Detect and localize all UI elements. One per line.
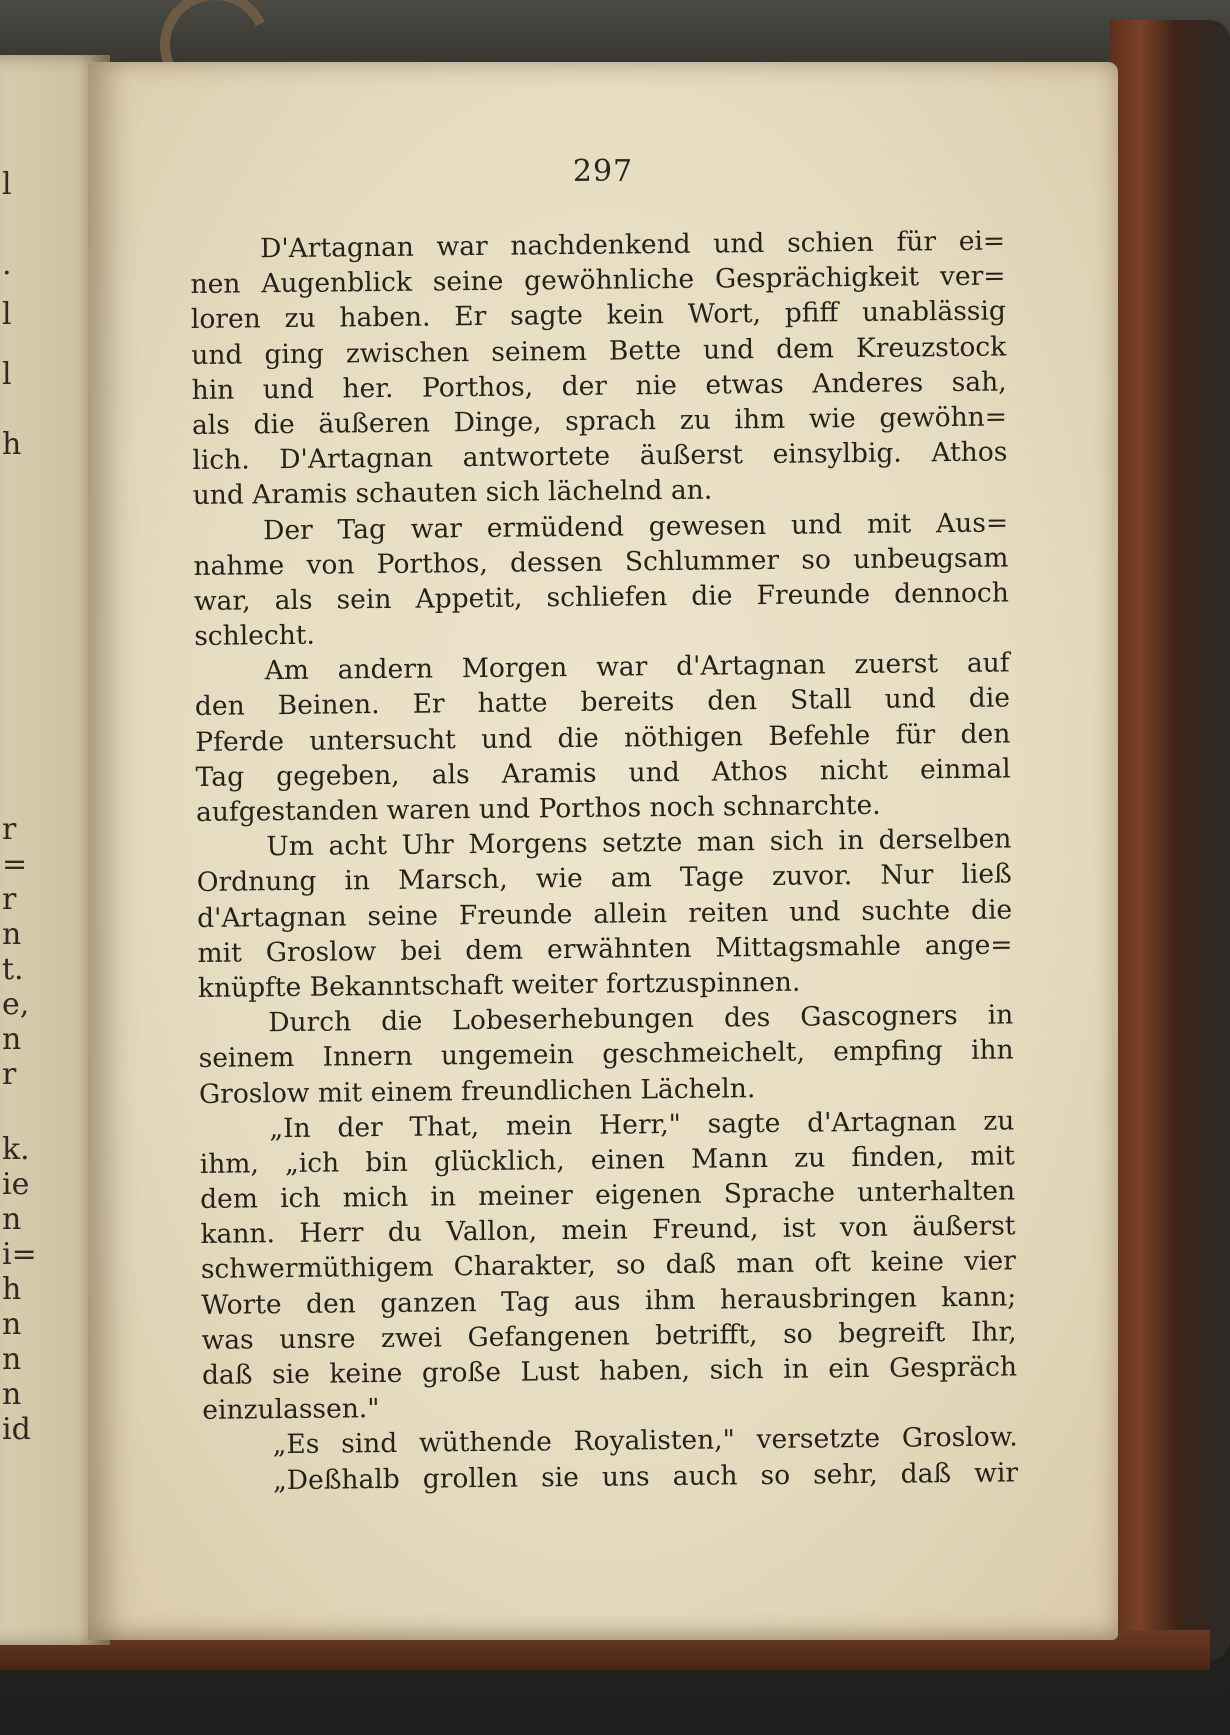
left-page-letter: k. xyxy=(2,1132,30,1167)
left-page-letter: ie xyxy=(2,1167,30,1202)
text-line: Der Tag war ermüdend gewesen und mit Aus= xyxy=(262,506,1009,546)
text-line: knüpfte Bekanntschaft weiter fortzuspinnen. xyxy=(197,966,801,1004)
left-page-letter: n xyxy=(2,1307,22,1342)
text-line: loren zu haben. Er sagte kein Wort, pfiff unablässig xyxy=(190,295,1007,336)
text-line: kann. Herr du Vallon, mein Freund, ist von äußerst xyxy=(200,1210,1016,1251)
text-line: Tag gegeben, als Aramis und Athos nicht einmal xyxy=(195,753,1011,793)
left-page-letter: i= xyxy=(2,1237,37,1272)
text-line: Durch die Lobeserhebungen des Gascogners in xyxy=(268,999,1014,1039)
text-line: Groslow mit einem freundlichen Lächeln. xyxy=(198,1072,756,1110)
text-line: „Es sind wüthende Royalisten," versetzte Groslow. xyxy=(272,1421,1018,1461)
text-line: dem ich mich in meiner eigenen Sprache unterhalten xyxy=(199,1175,1016,1216)
left-page-letter: h xyxy=(2,1272,22,1307)
text-line: ihm, „ich bin glücklich, einen Mann zu finden, mit xyxy=(199,1140,1015,1180)
left-page-letter: r xyxy=(2,1057,17,1092)
text-line: nen Augenblick seine gewöhnliche Gesprächigkeit ver= xyxy=(190,260,1006,301)
text-line: nahme von Porthos, dessen Schlummer so unbeugsam xyxy=(193,542,1009,582)
left-page-letter: n xyxy=(2,1377,22,1412)
left-page-letter: e, xyxy=(2,987,30,1022)
left-page-letter: l xyxy=(2,167,12,202)
left-page-letter: n xyxy=(2,917,22,952)
text-line: „In der That, mein Herr," sagte d'Artagnan zu xyxy=(269,1105,1015,1144)
text-line: hin und her. Porthos, der nie etwas Anderes sah, xyxy=(191,366,1007,406)
text-line: seinem Innern ungemein geschmeichelt, empfing ihn xyxy=(198,1034,1014,1075)
text-line: Um acht Uhr Morgens setzte man sich in derselben xyxy=(266,823,1012,863)
text-line: schwermüthigem Charakter, so daß man oft keine vier xyxy=(200,1245,1016,1286)
left-page-letter: n xyxy=(2,1342,22,1377)
left-page-letter: n xyxy=(2,1202,22,1237)
text-line: als die äußeren Dinge, sprach zu ihm wie gewöhn= xyxy=(191,401,1008,441)
left-page-letter: id xyxy=(2,1412,31,1447)
text-line: Am andern Morgen war d'Artagnan zuerst auf xyxy=(264,647,1010,687)
left-page-letter-fragments xyxy=(0,55,37,1645)
text-line: „Deßhalb grollen sie uns auch so sehr, daß wir xyxy=(272,1456,1019,1496)
text-line: aufgestanden waren und Porthos noch schnarchte. xyxy=(195,789,881,828)
text-line: war, als sein Appetit, schliefen die Freunde dennoch xyxy=(193,577,1009,617)
left-page-letter: r xyxy=(2,882,17,917)
book-page xyxy=(88,62,1118,1640)
text-line: einzulassen." xyxy=(202,1393,380,1427)
page-number: 297 xyxy=(572,154,634,189)
text-line: was unsre zwei Gefangenen betrifft, so begreift Ihr, xyxy=(201,1316,1017,1356)
left-page-letter: t. xyxy=(2,952,24,987)
text-line: und ging zwischen seinem Bette und dem Kreuzstock xyxy=(191,331,1007,371)
leather-spine-right xyxy=(1110,20,1230,1660)
text-line: Pferde untersucht und die nöthigen Befehle für den xyxy=(195,718,1011,758)
text-line: lich. D'Artagnan antwortete äußerst einsylbig. Athos xyxy=(192,436,1008,477)
left-page-letter: n xyxy=(2,1022,22,1057)
text-line: Worte den ganzen Tag aus ihm herausbringen kann; xyxy=(201,1281,1017,1321)
text-line: daß sie keine große Lust haben, sich in ein Gespräch xyxy=(201,1351,1018,1391)
left-page-letter: l xyxy=(2,357,12,392)
text-line: d'Artagnan seine Freunde allein reiten und suchte die xyxy=(197,893,1013,934)
text-line: schlecht. xyxy=(194,619,316,653)
left-page-letter: h xyxy=(2,427,22,462)
left-page-letter: l xyxy=(2,297,12,332)
text-line: den Beinen. Er hatte bereits den Stall und die xyxy=(194,682,1011,723)
left-page-letter: = xyxy=(2,847,28,882)
left-page-letter: . xyxy=(2,247,12,282)
page-text-block xyxy=(190,223,1018,1498)
text-line: und Aramis schauten sich lächelnd an. xyxy=(192,474,713,512)
text-line: mit Groslow bei dem erwähnten Mittagsmahle ange= xyxy=(197,929,1013,969)
left-page-letter: r xyxy=(2,812,17,847)
text-line: D'Artagnan war nachdenkend und schien für ei= xyxy=(260,225,1006,265)
text-line: Ordnung in Marsch, wie am Tage zuvor. Nur ließ xyxy=(196,858,1012,899)
